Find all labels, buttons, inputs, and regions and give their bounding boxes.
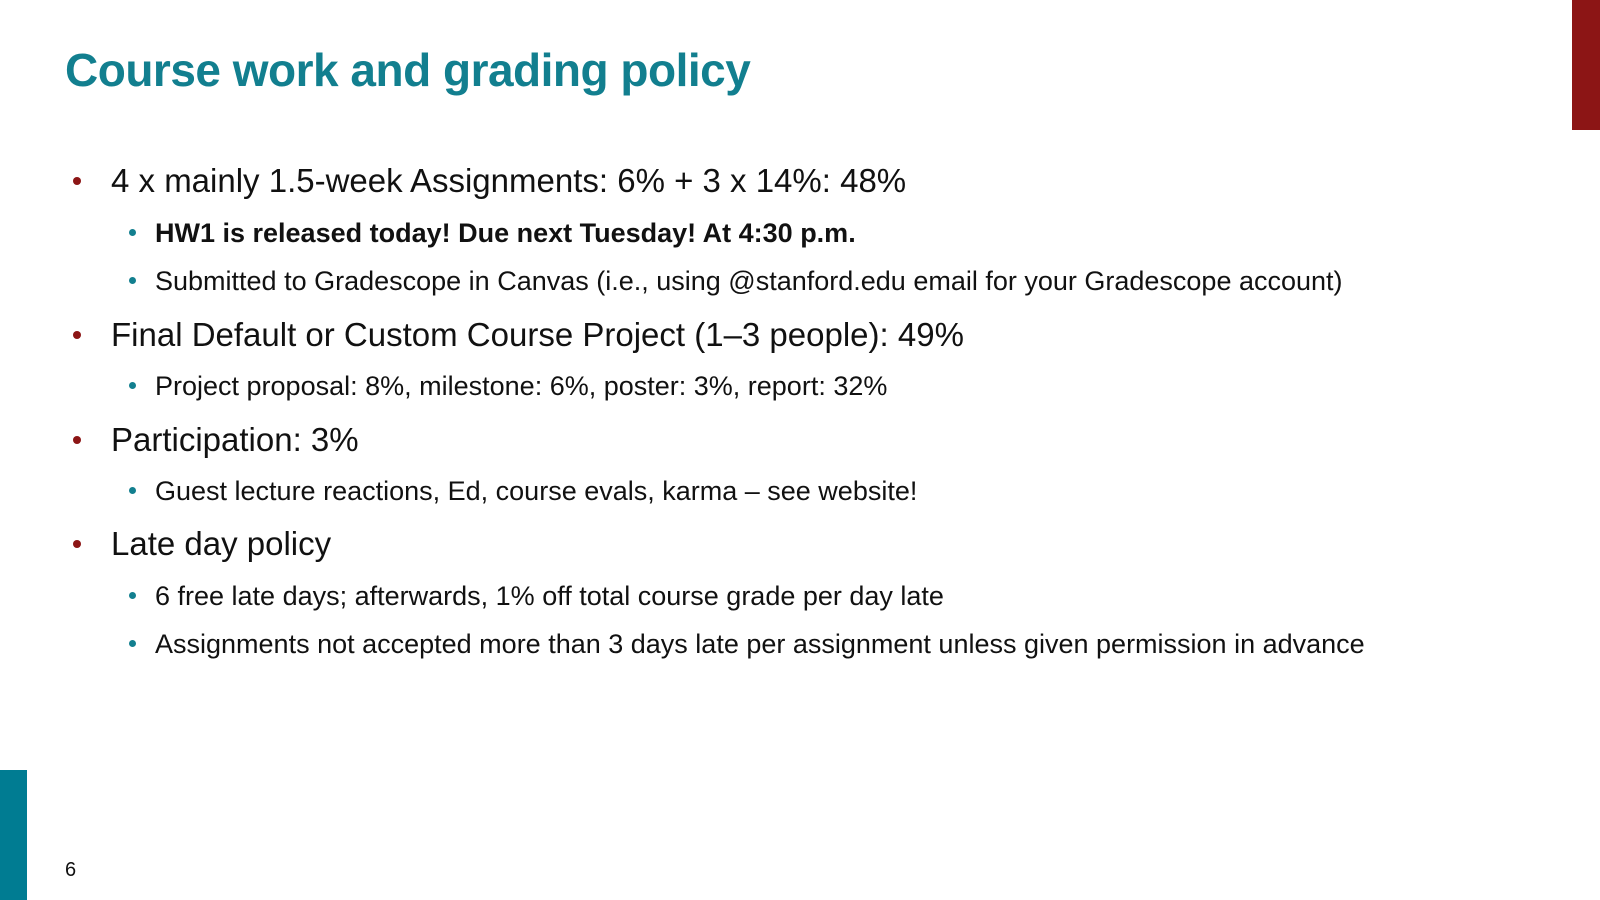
slide-title: Course work and grading policy [65, 44, 751, 96]
sub-bullet-dot-icon [129, 229, 136, 236]
bullet-item-late-day-policy [111, 523, 331, 565]
sub-bullet-dot-icon [129, 592, 136, 599]
sub-bullet-text: Assignments not accepted more than 3 days late per assignment unless given permission in advance [155, 629, 1365, 659]
sub-bullet-gradescope [155, 264, 1343, 298]
sub-bullet-text: Guest lecture reactions, Ed, course evals, karma – see website! [155, 476, 918, 506]
sub-bullet-text: HW1 is released today! Due next Tuesday! At 4:30 p.m. [155, 218, 856, 248]
bullet-item-participation [111, 419, 359, 461]
bullet-dot-icon [73, 331, 81, 339]
bullet-text: Participation: 3% [111, 421, 359, 458]
bullet-text: Final Default or Custom Course Project (1–3 people): 49% [111, 316, 964, 353]
sub-bullet-dot-icon [129, 640, 136, 647]
bullet-item-final-project [111, 314, 964, 356]
sub-bullet-free-late-days [155, 579, 944, 613]
sub-bullet-late-limit [155, 627, 1365, 661]
bullet-dot-icon [73, 540, 81, 548]
sub-bullet-hw1-release [155, 216, 856, 250]
sub-bullet-participation-details [155, 474, 917, 508]
sub-bullet-dot-icon [129, 382, 136, 389]
sub-bullet-dot-icon [129, 277, 136, 284]
sub-bullet-text: Submitted to Gradescope in Canvas (i.e., using @stanford.edu email for your Gradescope account) [155, 266, 1343, 296]
bullet-dot-icon [73, 436, 81, 444]
sub-bullet-project-breakdown [155, 369, 887, 403]
bullet-text: Late day policy [111, 525, 332, 562]
sub-bullet-text: Project proposal: 8%, milestone: 6%, poster: 3%, report: 32% [155, 371, 888, 401]
page-number: 6 [65, 859, 77, 881]
sub-bullet-dot-icon [129, 487, 136, 494]
bullet-item-assignments [111, 160, 906, 202]
bullet-text: 4 x mainly 1.5-week Assignments: 6% + 3 x 14%: 48% [111, 162, 907, 199]
bullet-dot-icon [73, 177, 81, 185]
sub-bullet-text: 6 free late days; afterwards, 1% off total course grade per day late [155, 581, 944, 611]
